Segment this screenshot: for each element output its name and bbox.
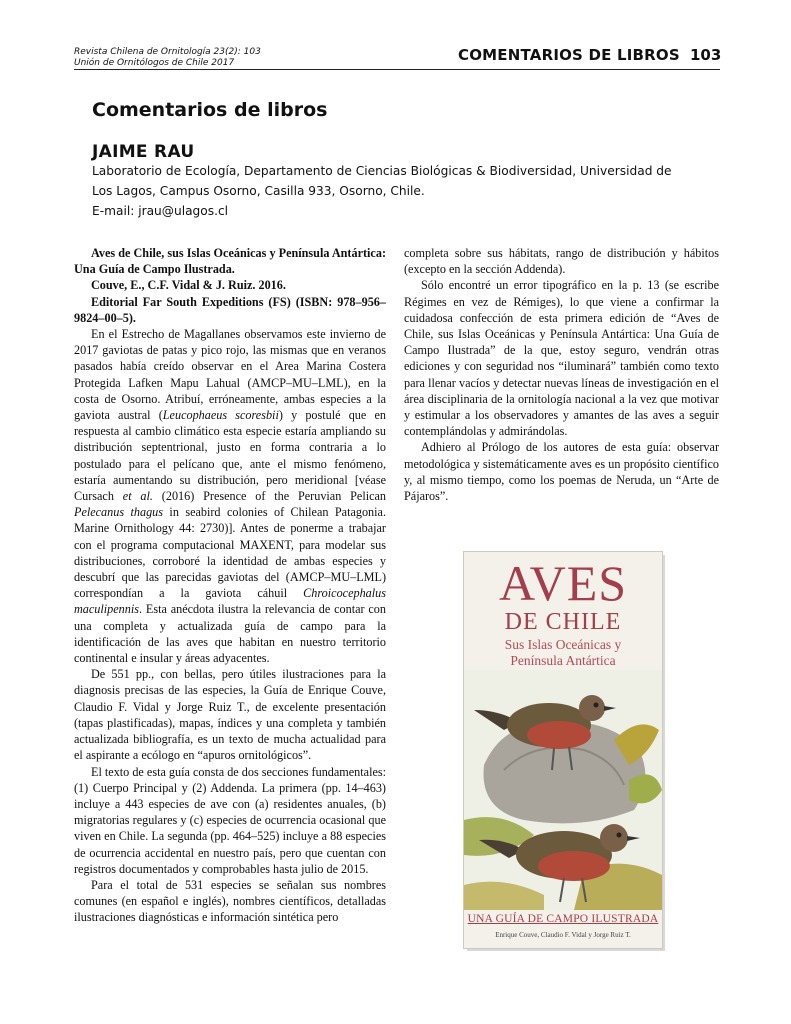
- left-column: [74, 245, 386, 926]
- paragraph-3: El texto de esta guía consta de dos secciones fundamentales: (1) Cuerpo Principal y (2) Addenda. La primera (pp. 14–463) incluye a 443 especies de ave con (a) residentes anuales, (b) migratorias regulares y (c) especies de ocurrencia ocasional que viven en Chile. La segunda (pp. 464–525) incluye a 88 especies de ocurrencia accidental en nuestro país, pero que cuentan con registros documentados y comprobables hasta julio de 2015.: [74, 764, 386, 876]
- paragraph-5: Sólo encontré un error tipográfico en la p. 13 (se escribe Régimes en vez de Rémiges), lo que viene a confirmar la cuidadosa confección de esta primera edición de “Aves de Chile, sus Islas Oceánicas y Península Antártica: Una Guía de Campo Ilustrada” de la que, estoy seguro, vendrán otras ediciones y con seguridad nos “iluminará” también como texto para llenar vacíos y detectar nuevas líneas de investigación en el área disciplinaria de la ornitología nacional a la vez que motivar y estimular a los observadores y amantes de las aves a seguir contemplándolas y admirándolas.: [404, 278, 719, 439]
- paragraph-4-continued: completa sobre sus hábitats, rango de distribución y hábitos (excepto en la sección Addenda).: [404, 246, 719, 277]
- cover-subtitle-line-2: Península Antártica: [510, 653, 616, 668]
- bird-breast: [538, 851, 610, 881]
- cover-authors: Enrique Couve, Claudio F. Vidal y Jorge Ruiz T.: [495, 931, 631, 939]
- page-number: 103: [690, 46, 722, 64]
- bird-eye: [594, 703, 599, 708]
- author-affiliation: [92, 161, 712, 221]
- text-run: (2016) Presence of the Peruvian Pelican: [152, 489, 387, 504]
- cover-subtitle: DE CHILE: [504, 609, 622, 635]
- bird-breast: [527, 721, 591, 749]
- journal-line-2: Unión de Ornitólogos de Chile 2017: [74, 58, 235, 68]
- paragraph-4: Para el total de 531 especies se señalan sus nombres comunes (en español e inglés), nombres científicos, detalladas ilustraciones diagnósticas e información sintética pero: [74, 877, 386, 925]
- text-run: . Esta anécdota ilustra la relevancia de contar con una completa y actualizada guía de campo para la identificación de las aves que habitan en nuestro territorio continental e insular y áreas adyacentes.: [74, 602, 386, 666]
- bird-head: [600, 824, 628, 852]
- species-name: Chroicocephalus maculipennis: [74, 586, 386, 617]
- cover-illustration: [464, 670, 662, 910]
- header-rule: [74, 69, 720, 70]
- paragraph-2: De 551 pp., con bellas, pero útiles ilustraciones para la diagnosis precisas de las especies, la Guía de Enrique Couve, Claudio F. Vidal y Jorge Ruiz T., de excelente presentación (tapas plastificadas), mapas, índices y una completa y también actualizada bibliografía, es un texto de mucha actualidad para el aspirante a ecólogo en “apuros ornitológicos”.: [74, 667, 386, 763]
- cover-guide-label: UNA GUÍA DE CAMPO ILUSTRADA: [467, 913, 659, 925]
- book-publisher: Editorial Far South Expeditions (FS) (ISBN: 978–956–9824–00–5).: [74, 294, 386, 325]
- author-email[interactable]: E-mail: jrau@ulagos.cl: [92, 204, 229, 218]
- book-cover: [463, 551, 663, 949]
- affiliation-line-1: Laboratorio de Ecología, Departamento de Ciencias Biológicas & Biodiversidad, Universidad de: [92, 164, 672, 178]
- article-heading: Comentarios de libros: [92, 99, 328, 121]
- right-column: [404, 245, 719, 504]
- paragraph-1: [74, 326, 386, 666]
- bird-head: [579, 695, 605, 721]
- cover-title: AVES: [498, 555, 628, 611]
- book-authors: Couve, E., C.F. Vidal & J. Ruiz. 2016.: [91, 278, 286, 293]
- text-run: ) y postulé que en respuesta al cambio climático esta especie estaría ampliando su distribución septentrional, justo en forma contraria a lo postulado para el pelícano que, ante el mismo fenómeno, estaría aumentando su distribución, pero meridional [véase Cursach: [74, 408, 386, 504]
- affiliation-line-2: Los Lagos, Campus Osorno, Casilla 933, Osorno, Chile.: [92, 184, 425, 198]
- journal-line-1: Revista Chilena de Ornitología 23(2): 103: [74, 47, 261, 57]
- running-section-title: COMENTARIOS DE LIBROS: [458, 46, 680, 64]
- text-run: in seabird colonies of Chilean Patagonia. Marine Ornithology 44: 2730)]. Antes de ponerme a trabajar con el programa computacional MAXENT, para modelar sus distribuciones, corroboré la identidad de ambas especies y descubrí que las parecidas gaviotas del (AMCP–MU–LML) correspondían a la gaviota cáhuil: [74, 505, 386, 601]
- book-title: Aves de Chile, sus Islas Oceánicas y Península Antártica: Una Guía de Campo Ilustrada.: [74, 246, 386, 277]
- species-name: Pelecanus thagus: [74, 505, 164, 520]
- cover-subtitle-line-1: Sus Islas Oceánicas y: [504, 637, 622, 652]
- journal-citation: [74, 47, 261, 69]
- bird-eye: [617, 833, 622, 838]
- species-name: Leucophaeus scoresbii: [162, 408, 279, 423]
- paragraph-6: Adhiero al Prólogo de los autores de esta guía: observar metodológica y sistemáticamente aves es un propósito científico y, al mismo tiempo, como los poemas de Neruda, un “Arte de Pájaros”.: [404, 440, 719, 504]
- author-name: JAIME RAU: [92, 142, 195, 162]
- et-al: et al.: [122, 489, 153, 504]
- text-run: En el Estrecho de Magallanes observamos este invierno de 2017 gaviotas de patas y pico rojo, las mismas que en veranos pasados había creído observar en el Area Marina Costera Protegida Lafken Mapu Lahual (AMCP–MU–LML), en la costa de Osorno. Atribuí, erróneamente, ambas especies a la gaviota austral (: [74, 327, 386, 423]
